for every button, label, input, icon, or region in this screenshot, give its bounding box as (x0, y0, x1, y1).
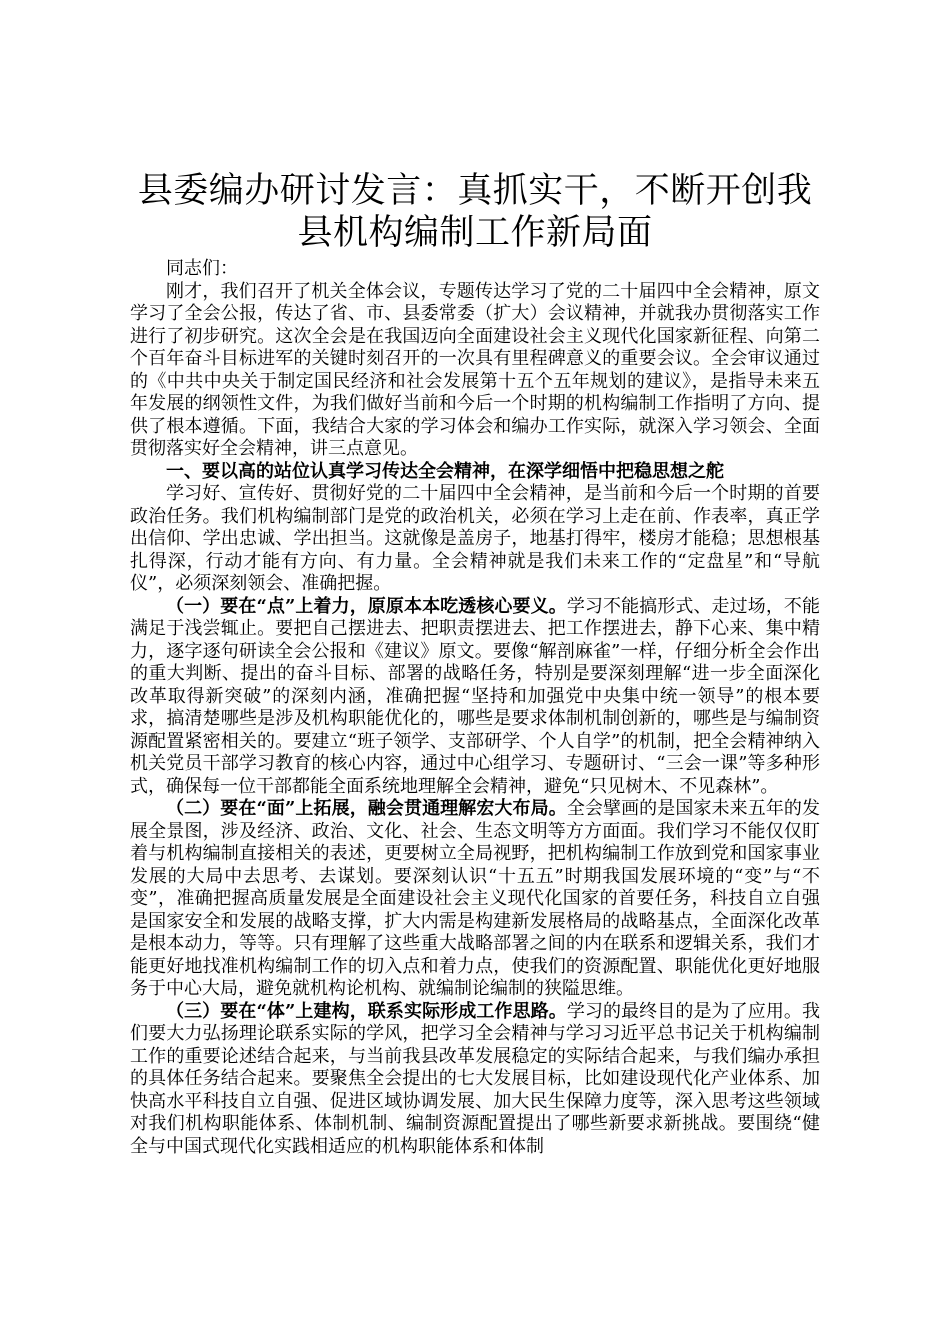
point-1-lead: （一）要在“点”上着力，原原本本吃透核心要义。 (166, 595, 567, 617)
point-3-body: 学习的最终目的是为了应用。我们要大力弘扬理论联系实际的学风，把学习全会精神与学习习近平总书记关于机构编制工作的重要论述结合起来，与当前我县改革发展稳定的实际结合起来，与我们编办承担的具体任务结合起来。要聚焦全会提出的七大发展目标，比如建设现代化产业体系、加快高水平科技自立自强、促进区域协调发展、加大民生保障力度等，深入思考这些领域对我们机构职能体系、体制机制、编制资源配置提出了哪些新要求新挑战。要围绕“健全与中国式现代化实践相适应的机构职能体系和体制 (130, 1000, 820, 1157)
point-3-paragraph (130, 1001, 820, 1159)
salutation: 同志们： (166, 258, 238, 279)
point-3-lead: （三）要在“体”上建构，联系实际形成工作思路。 (166, 1000, 567, 1022)
intro-paragraph: 刚才，我们召开了机关全体会议，专题传达学习了党的二十届四中全会精神，原文学习了全会公报，传达了省、市、县委常委（扩大）会议精神，并就我办贯彻落实工作进行了初步研究。这次全会是在我国迈向全面建设社会主义现代化国家新征程、向第二个百年奋斗目标进军的关键时刻召开的一次具有里程碑意义的重要会议。全会审议通过的《中共中央关于制定国民经济和社会发展第十五个五年规划的建议》，是指导未来五年发展的纲领性文件，为我们做好当前和今后一个时期的机构编制工作指明了方向、提供了根本遵循。下面，我结合大家的学习体会和编办工作实际，就深入学习领会、全面贯彻落实好全会精神，讲三点意见。 (130, 280, 820, 459)
document-title: 县委编办研讨发言：真抓实干，不断开创我县机构编制工作新局面 (137, 171, 813, 253)
point-1-paragraph (130, 596, 820, 799)
point-2-lead: （二）要在“面”上拓展，融会贯通理解宏大布局。 (166, 798, 567, 819)
section-1-heading: 一、要以高的站位认真学习传达全会精神，在深学细悟中把稳思想之舵 (166, 460, 724, 482)
point-1-body: 学习不能搞形式、走过场，不能满足于浅尝辄止。要把自己摆进去、把职责摆进去、把工作摆进去，静下心来、集中精力，逐字逐句研读全会公报和《建议》原文。要像“解剖麻雀”一样，仔细分析全会作出的重大判断、提出的奋斗目标、部署的战略任务，特别是要深刻理解“进一步全面深化改革取得新突破”的深刻内涵，准确把握“坚持和加强党中央集中统一领导”的根本要求，搞清楚哪些是涉及机构职能优化的，哪些是要求体制机制创新的，哪些是与编制资源配置紧密相关的。要建立“班子领学、支部研学、个人自学”的机制，把全会精神纳入机关党员干部学习教育的核心内容，通过中心组学习、专题研讨、“三会一课”等多种形式，确保每一位干部都能全面系统地理解全会精神，避免“只见树木、不见森林”。 (130, 595, 820, 797)
document-page (130, 170, 820, 1158)
point-2-paragraph (130, 798, 820, 1001)
point-2-body: 全会擘画的是国家未来五年的发展全景图，涉及经济、政治、文化、社会、生态文明等方方面面。我们学习不能仅仅盯着与机构编制直接相关的表述，更要树立全局视野，把机构编制工作放到党和国家事业发展的大局中去思考、去谋划。要深刻认识“十五五”时期我国发展环境的“变”与“不变”，准确把握高质量发展是全面建设社会主义现代化国家的首要任务，科技自立自强是国家安全和发展的战略支撑，扩大内需是构建新发展格局的战略基点，全面深化改革是根本动力，等等。只有理解了这些重大战略部署之间的内在联系和逻辑关系，我们才能更好地找准机构编制工作的切入点和着力点，使我们的资源配置、职能优化更好地服务于中心大局，避免就机构论机构、就编制论编制的狭隘思维。 (130, 798, 820, 999)
section-1-paragraph: 学习好、宣传好、贯彻好党的二十届四中全会精神，是当前和今后一个时期的首要政治任务。我们机构编制部门是党的政治机关，必须在学习上走在前、作表率，真正学出信仰、学出忠诚、学出担当。这就像是盖房子，地基打得牢，楼房才能稳；思想根基扎得深，行动才能有方向、有力量。全会精神就是我们未来工作的“定盘星”和“导航仪”，必须深刻领会、准确把握。 (130, 483, 820, 594)
